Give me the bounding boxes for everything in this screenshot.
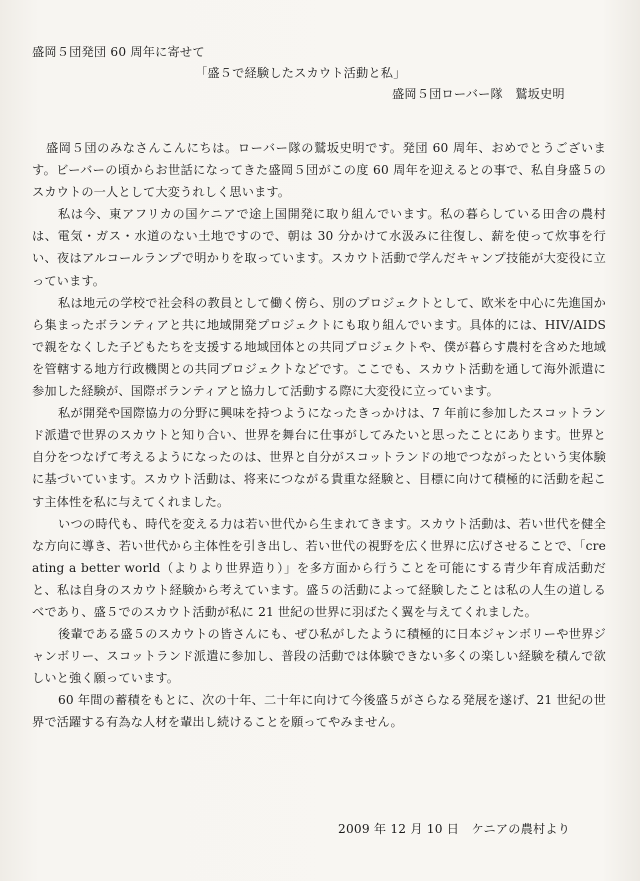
paragraph-motivation: 私が開発や国際協力の分野に興味を持つようになったきっかけは、7 年前に参加したスコットランド派遣で世界のスカウトと知り合い、世界を舞台に仕事がしてみたいと思ったことにあります。世界と自分をつなげて考えるようになったのは、世界と自分がスコットランドの地でつながったという実体験に基づいています。スカウト活動は、将来につながる貴重な経験と、目標に向けて積極的に活動を起こす主体性を私に与えてくれました。 (32, 406, 606, 509)
paragraph-greeting: 盛岡５団のみなさんこんにちは。ローバー隊の鷲坂史明です。発団 60 周年、おめでとうございます。ビーバーの頃からお世話になってきた盛岡５団がこの度 60 周年を迎えるとの事で、私自身盛５のスカウトの一人として大変うれしく思います。 (32, 141, 606, 200)
letter-body (32, 137, 606, 734)
signoff-line: 2009 年 12 月 10 日 ケニアの農村より (338, 822, 571, 836)
paragraph-message-to-juniors: 後輩である盛５のスカウトの皆さんにも、ぜひ私がしたように積極的に日本ジャンボリーや世界ジャンボリー、スコットランド派遣に参加し、普段の活動では体験できない多くの楽しい経験を積んで欲しいと強く願っています。 (32, 627, 606, 686)
paragraph-kenya-life: 私は今、東アフリカの国ケニアで途上国開発に取り組んでいます。私の暮らしている田舎の農村は、電気・ガス・水道のない土地ですので、朝は 30 分かけて水汲みに往復し、薪を使って炊事を行い、夜はアルコールランプで明かりを取っています。スカウト活動で学んだキャンプ技能が大変役に立っています。 (32, 207, 606, 288)
paragraph-youth-power: いつの時代も、時代を変える力は若い世代から生まれてきます。スカウト活動は、若い世代を健全な方向に導き、若い世代から主体性を引き出し、若い世代の視野を広く世界に広げさせることで、「creating a better world（よりより世界造り）」を多方面から行うことを可能にする青少年育成活動だと、私は自身のスカウト経験から考えています。盛５の活動によって経験したことは私の人生の道しるべであり、盛５でのスカウト活動が私に 21 世紀の世界に羽ばたく翼を与えてくれました。 (32, 516, 606, 619)
author-line: 盛岡５団ローバー隊 鷲坂史明 (392, 87, 565, 101)
dedication-line: 盛岡５団発団 60 周年に寄せて (32, 45, 205, 59)
letter-title: 「盛５で経験したスカウト活動と私」 (195, 66, 406, 80)
paragraph-teaching-projects: 私は地元の学校で社会科の教員として働く傍ら、別のプロジェクトとして、欧米を中心に先進国から集まったボランティアと共に地域開発プロジェクトにも取り組んでいます。具体的には、HIV/AIDS で親をなくした子どもたちを支援する地域団体との共同プロジェクトや、僕が暮らす農村を含めた地域を管轄する地方行政機関との共同プロジェクトなどです。ここでも、スカウト活動を通して海外派遣に参加した経験が、国際ボランティアと協力して活動する際に大変役に立っています。 (32, 295, 606, 399)
paragraph-closing-wish: 60 年間の蓄積をもとに、次の十年、二十年に向けて今後盛５がさらなる発展を遂げ、21 世紀の世界で活躍する有為な人材を輩出し続けることを願ってやみません。 (32, 693, 606, 730)
